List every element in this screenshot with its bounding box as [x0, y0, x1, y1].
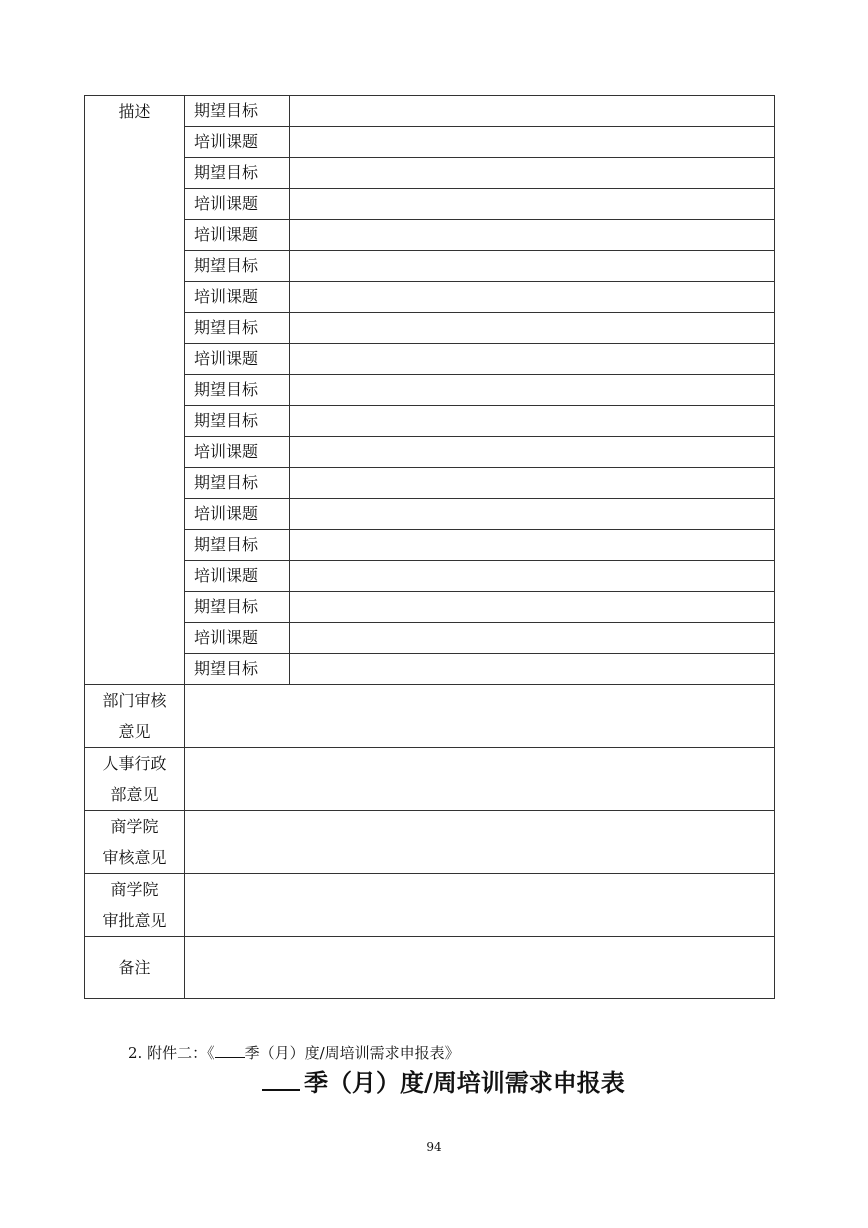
remarks-row — [85, 937, 775, 999]
row-value-field[interactable] — [290, 561, 775, 592]
school-review-field[interactable] — [185, 811, 775, 874]
description-row — [85, 623, 775, 654]
row-label: 培训课题 — [185, 437, 290, 468]
row-value-field[interactable] — [290, 282, 775, 313]
row-label: 培训课题 — [185, 561, 290, 592]
row-value-field[interactable] — [290, 251, 775, 282]
dept-review-row — [85, 685, 775, 748]
description-row — [85, 344, 775, 375]
row-label: 培训课题 — [185, 282, 290, 313]
page-number: 94 — [426, 1140, 442, 1154]
row-value-field[interactable] — [290, 406, 775, 437]
title-text: 季（月）度/周培训需求申报表 — [304, 1068, 625, 1097]
row-label: 期望目标 — [185, 158, 290, 189]
school-approve-line2: 审批意见 — [102, 911, 167, 930]
hr-review-field[interactable] — [185, 748, 775, 811]
hr-review-line1: 人事行政 — [102, 754, 167, 773]
row-label: 培训课题 — [185, 499, 290, 530]
description-row — [85, 282, 775, 313]
description-row — [85, 375, 775, 406]
dept-review-line1: 部门审核 — [102, 691, 167, 710]
remarks-label: 备注 — [85, 937, 185, 999]
row-label: 期望目标 — [185, 468, 290, 499]
row-value-field[interactable] — [290, 592, 775, 623]
row-label: 期望目标 — [185, 654, 290, 685]
row-label: 培训课题 — [185, 189, 290, 220]
row-label: 期望目标 — [185, 375, 290, 406]
row-value-field[interactable] — [290, 623, 775, 654]
description-label: 描述 — [85, 96, 185, 685]
dept-review-field[interactable] — [185, 685, 775, 748]
description-row — [85, 499, 775, 530]
row-label: 培训课题 — [185, 344, 290, 375]
row-value-field[interactable] — [290, 189, 775, 220]
description-row — [85, 220, 775, 251]
school-approve-field[interactable] — [185, 874, 775, 937]
row-label: 期望目标 — [185, 96, 290, 127]
row-value-field[interactable] — [290, 127, 775, 158]
row-label: 培训课题 — [185, 127, 290, 158]
school-review-line1: 商学院 — [110, 817, 159, 836]
row-label: 期望目标 — [185, 592, 290, 623]
dept-review-label — [85, 685, 185, 748]
row-value-field[interactable] — [290, 344, 775, 375]
description-row — [85, 406, 775, 437]
row-label: 期望目标 — [185, 251, 290, 282]
description-row — [85, 468, 775, 499]
row-value-field[interactable] — [290, 530, 775, 561]
hr-review-line2: 部意见 — [110, 785, 159, 804]
form-title — [262, 1066, 625, 1100]
training-form-table — [84, 95, 775, 999]
school-approve-row — [85, 874, 775, 937]
school-review-row — [85, 811, 775, 874]
title-blank — [262, 1067, 300, 1091]
description-row — [85, 96, 775, 127]
row-value-field[interactable] — [290, 437, 775, 468]
row-label: 培训课题 — [185, 220, 290, 251]
row-value-field[interactable] — [290, 375, 775, 406]
school-approve-line1: 商学院 — [110, 880, 159, 899]
school-review-label — [85, 811, 185, 874]
attachment-suffix: 季（月）度/周培训需求申报表》 — [244, 1044, 460, 1062]
row-value-field[interactable] — [290, 499, 775, 530]
description-row — [85, 437, 775, 468]
row-value-field[interactable] — [290, 220, 775, 251]
row-label: 期望目标 — [185, 530, 290, 561]
description-row — [85, 189, 775, 220]
row-label: 培训课题 — [185, 623, 290, 654]
row-value-field[interactable] — [290, 654, 775, 685]
hr-review-label — [85, 748, 185, 811]
row-value-field[interactable] — [290, 158, 775, 189]
form-body — [85, 96, 775, 999]
description-row — [85, 592, 775, 623]
row-label: 期望目标 — [185, 313, 290, 344]
school-approve-label — [85, 874, 185, 937]
attachment-blank — [215, 1043, 245, 1058]
description-row — [85, 313, 775, 344]
attachment-prefix: 2. 附件二：《 — [128, 1044, 215, 1062]
description-row — [85, 158, 775, 189]
row-label: 期望目标 — [185, 406, 290, 437]
description-row — [85, 530, 775, 561]
description-row — [85, 251, 775, 282]
remarks-field[interactable] — [185, 937, 775, 999]
hr-review-row — [85, 748, 775, 811]
description-row — [85, 654, 775, 685]
row-value-field[interactable] — [290, 96, 775, 127]
row-value-field[interactable] — [290, 468, 775, 499]
row-value-field[interactable] — [290, 313, 775, 344]
dept-review-line2: 意见 — [118, 722, 151, 741]
attachment-line — [128, 1043, 460, 1063]
school-review-line2: 审核意见 — [102, 848, 167, 867]
description-row — [85, 127, 775, 158]
description-row — [85, 561, 775, 592]
